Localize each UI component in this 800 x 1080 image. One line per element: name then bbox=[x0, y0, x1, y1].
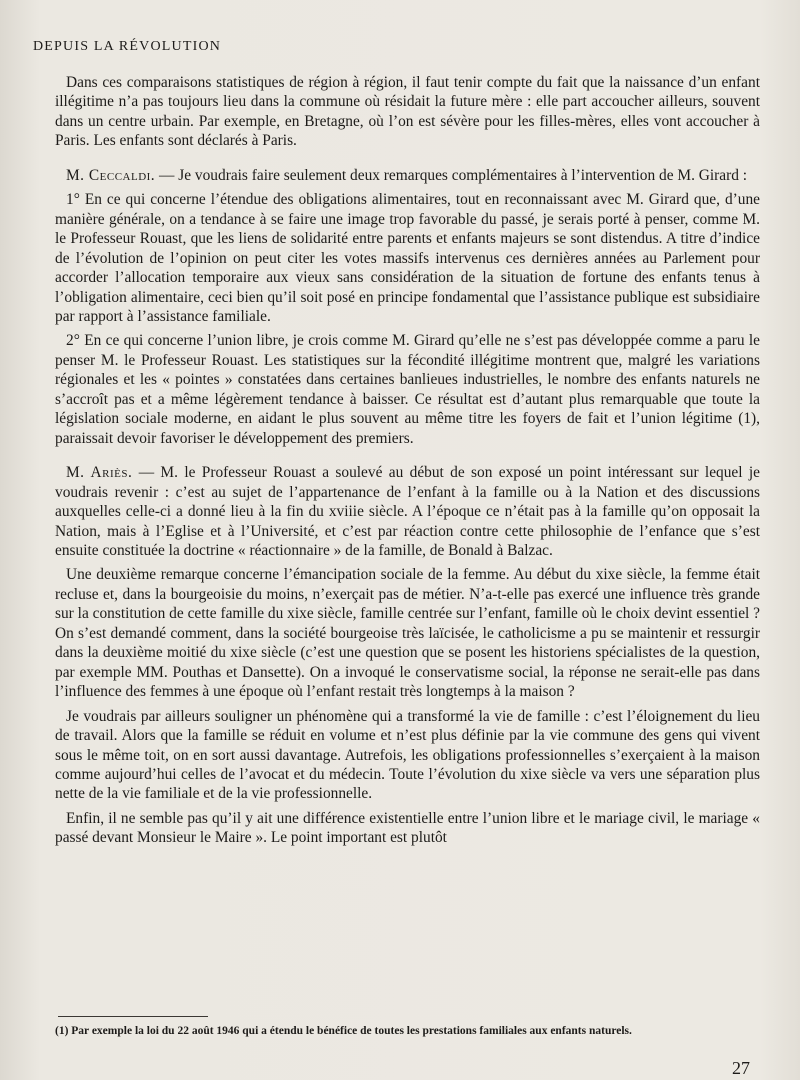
body-text bbox=[55, 73, 760, 848]
paragraph-text: — Je voudrais faire seulement deux remarques complémentaires à l’intervention de M. Girard : bbox=[155, 166, 748, 184]
footnote-divider bbox=[58, 1016, 208, 1017]
footnote: (1) Par exemple la loi du 22 août 1946 qui a étendu le bénéfice de toutes les prestations familiales aux enfants naturels. bbox=[55, 1025, 632, 1037]
page-number: 27 bbox=[732, 1058, 750, 1078]
speaker-name: M. Ceccaldi. bbox=[66, 166, 156, 184]
paragraph-emancipation: Une deuxième remarque concerne l’émancipation sociale de la femme. Au début du xixe siècle, la femme était recluse et, dans la bourgeoisie du moins, n’exerçait pas de métier. N’a-t-elle pas exercé une influence très grande sur la constitution de cette famille du xixe siècle, famille centrée sur l’enfant, famille où le choix devint essentiel ? On s’est demandé comment, dans la société bourgeoise très laïcisée, le catholicisme a pu se maintenir et ressurgir dans la deuxième moitié du xixe siècle (c’est une question que se posent les historiens spécialistes de la question, par exemple MM. Pouthas et Dansette). On a invoqué le conservatisme social, la réponse ne serait-elle pas dans l’influence des femmes à une époque où l’enfant restait très longtemps à la maison ? bbox=[55, 566, 760, 701]
speaker-name: M. Ariès. bbox=[66, 464, 133, 482]
paragraph-point-2: 2° En ce qui concerne l’union libre, je crois comme M. Girard qu’elle ne s’est pas développée comme a paru le penser M. le Professeur Rouast. Les statistiques sur la fécondité illégitime montrent que, malgré les variations régionales et les « pointes » constatées dans certaines banlieues industrielles, le nombre des enfants naturels ne s’accroît pas et a même légèrement tendance à baisser. Ce résultat est d’autant plus remarquable que toute la législation sociale moderne, en aidant le plus souvent au même titre les foyers de fait et l’union légitime (1), paraissait devoir favoriser le développement des premiers. bbox=[55, 332, 760, 447]
paragraph-point-1: 1° En ce qui concerne l’étendue des obligations alimentaires, tout en reconnaissant avec M. Girard que, d’une manière générale, on a tendance à se faire une image trop favorable du passé, je serais porté à penser, comme M. le Professeur Rouast, que les liens de solidarité entre parents et enfants majeurs se sont distendus. A titre d’indice de l’évolution de l’opinion on peut citer les votes massifs intervenus ces dernières années au Parlement pour accorder l’allocation temporaire aux vieux sans considération de la situation de fortune des enfants tenus à l’obligation alimentaire, ceci bien qu’il soit posé en principe fondamental que l’assistance publique est subsidiaire par rapport à l’assistance familiale. bbox=[55, 191, 760, 325]
paragraph-1: Dans ces comparaisons statistiques de région à région, il faut tenir compte du fait que la naissance d’un enfant illégitime n’a pas toujours lieu dans la commune où résidait la future mère : elle part accoucher ailleurs, souvent dans un centre urbain. Par exemple, en Bretagne, où l’on est sévère pour les filles-mères, elles vont accoucher à Paris. Les enfants sont déclarés à Paris. bbox=[55, 74, 760, 150]
paragraph-aries-intro bbox=[55, 463, 760, 560]
paragraph-union-libre: Enfin, il ne semble pas qu’il y ait une différence existentielle entre l’union libre et le mariage civil, le mariage « passé devant Monsieur le Maire ». Le point important est plutôt bbox=[55, 809, 760, 847]
paragraph-text: — M. le Professeur Rouast a soulevé au début de son exposé un point intéressant sur lequel je voudrais revenir : c’est au sujet de l’appartenance de l’enfant à la famille ou à la Nation et des discussions auxquelles celle-ci a donné lieu à la fin du xviiie siècle. A l’époque ce n’était pas à la famille qu’on opposait la Nation, mais à l’Eglise et à l’Université, et c’est par réaction contre cette philosophie de l’enfance que s’est ensuite constituée la doctrine « réactionnaire » de la famille, de Bonald à Balzac. bbox=[55, 464, 760, 559]
running-header: DEPUIS LA RÉVOLUTION bbox=[33, 39, 222, 54]
paragraph-ceccaldi-intro bbox=[55, 166, 760, 185]
paragraph-workplace: Je voudrais par ailleurs souligner un phénomène qui a transformé la vie de famille : c’est l’éloignement du lieu de travail. Alors que la famille se réduit en volume et n’est plus définie par la vie commune des gens qui vivent sous le même toit, on en sort aussi davantage. Autrefois, les obligations professionnelles s’exerçaient à la maison comme aujourd’hui celles de l’avocat et du médecin. Toute l’évolution du xixe siècle va vers une séparation plus nette de la vie familiale et de la vie professionnelle. bbox=[55, 707, 760, 803]
